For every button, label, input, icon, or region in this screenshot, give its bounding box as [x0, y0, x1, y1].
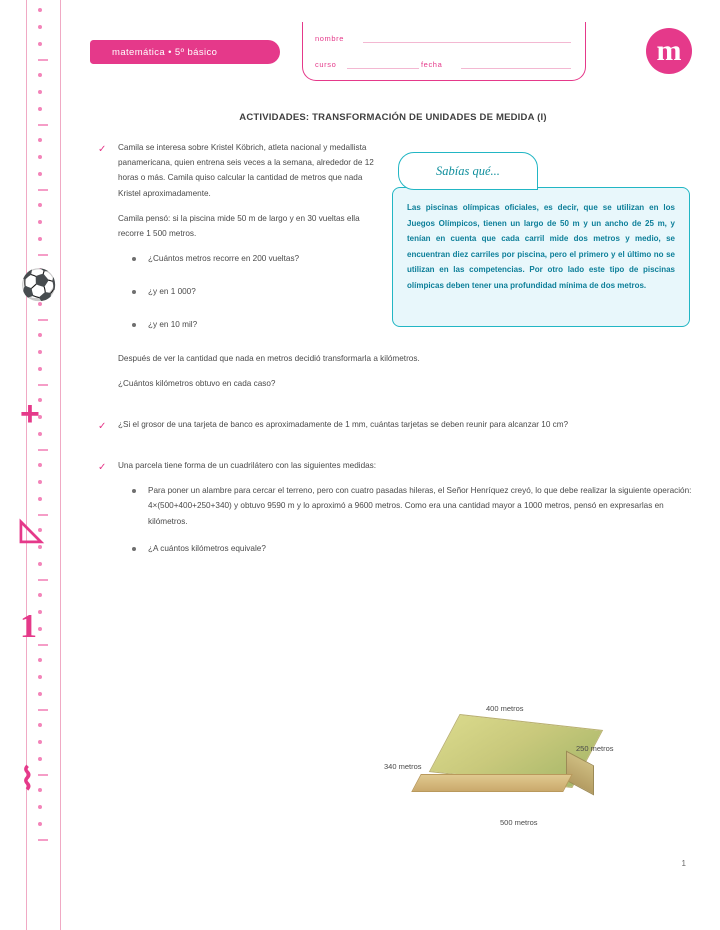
margin-dot — [38, 25, 42, 29]
margin-dot — [38, 757, 42, 761]
digit-one-icon: 1 — [20, 608, 37, 645]
student-id-box — [302, 22, 586, 81]
margin-dot — [38, 480, 42, 484]
list-item: ¿y en 1 000? — [118, 284, 698, 299]
margin-dot — [38, 107, 42, 111]
margin-dot — [38, 740, 42, 744]
margin-dot — [38, 788, 42, 792]
item1-paragraph-3: Después de ver la cantidad que nada en metros decidió transformarla a kilómetros. — [118, 353, 420, 363]
triangle-ruler-icon: ◺ — [20, 513, 44, 546]
margin-dot — [38, 644, 48, 646]
page-title: ACTIVIDADES: TRANSFORMACIÓN DE UNIDADES DE MEDIDA (I) — [239, 112, 547, 123]
course-rule — [347, 68, 419, 69]
margin-dot — [38, 774, 48, 776]
margin-dot — [38, 658, 42, 662]
compass-icon: ⌇ — [20, 763, 35, 796]
list-item: ¿y en 10 mil? — [118, 317, 698, 332]
margin-dot — [38, 220, 42, 224]
item1-paragraph-4: ¿Cuántos kilómetros obtuvo en cada caso? — [118, 378, 276, 388]
margin-dot — [38, 59, 48, 61]
exercise-content — [96, 140, 698, 568]
margin-dot — [38, 73, 42, 77]
margin-dot — [38, 579, 48, 581]
name-label: nombre — [315, 34, 345, 43]
margin-dot — [38, 593, 42, 597]
date-rule — [461, 68, 571, 69]
figure-label-left: 340 metros — [384, 762, 422, 771]
checkmark-icon: ✓ — [98, 420, 107, 432]
margin-dot — [38, 319, 48, 321]
margin-dot — [38, 42, 42, 46]
notebook-margin-rail — [0, 0, 72, 930]
plus-icon: + — [20, 395, 40, 433]
soccer-ball-icon: ⚽ — [20, 269, 58, 302]
margin-dot — [38, 497, 42, 501]
margin-dot — [38, 350, 42, 354]
margin-dot — [38, 463, 42, 467]
exercise-item-3 — [96, 458, 698, 556]
margin-dot — [38, 138, 42, 142]
date-label: fecha — [421, 60, 443, 69]
margin-dot — [38, 155, 42, 159]
margin-dot — [38, 562, 42, 566]
margin-dot — [38, 189, 48, 191]
checkmark-icon: ✓ — [98, 144, 107, 155]
item2-text: ¿Si el grosor de una tarjeta de banco es aproximadamente de 1 mm, cuántas tarjetas se deben reunir para alcanzar 10 cm? — [118, 419, 569, 429]
callout-tab-label: Sabías qué... — [398, 152, 538, 190]
margin-dot — [38, 237, 42, 241]
page-header — [90, 22, 700, 92]
margin-dot — [38, 627, 42, 631]
margin-dot — [38, 449, 48, 451]
list-item: ¿Cuántos metros recorre en 200 vueltas? — [118, 251, 698, 266]
margin-dot — [38, 8, 42, 12]
margin-dot — [38, 384, 48, 386]
parcel-diagram — [380, 700, 660, 840]
margin-dot — [38, 367, 42, 371]
margin-dot — [38, 822, 42, 826]
parcel-front-face — [411, 774, 573, 792]
margin-dot — [38, 805, 42, 809]
item1-paragraph-1: Camila se interesa sobre Kristel Köbrich, atleta nacional y medallista panamericana, quien entrena seis veces a la semana, alrededor de 12 horas o más. Camila quiso calcular la cantidad de metros que nada Kristel aproximadamente. — [118, 143, 374, 198]
exercise-item-2 — [96, 417, 698, 432]
margin-dot — [38, 203, 42, 207]
parcel-side-face — [566, 751, 594, 796]
name-rule — [363, 42, 571, 43]
list-item: Para poner un alambre para cercar el terreno, pero con cuatro pasadas hileras, el Señor Henríquez creyó, lo que debe realizar la siguiente operación: 4×(500+400+250+340) y obtuvo 9590 m y lo aproximó a 9600 metros. Como era una cantidad mayor a 1000 metros, pensó en expresarlas en kilómetros. — [118, 483, 698, 529]
margin-dot — [38, 610, 42, 614]
brand-logo: m — [646, 28, 692, 74]
figure-label-top: 400 metros — [486, 704, 524, 713]
figure-label-bottom: 500 metros — [500, 818, 538, 827]
checkmark-icon: ✓ — [98, 462, 107, 474]
margin-dot — [38, 709, 48, 711]
margin-dot — [38, 172, 42, 176]
course-label: curso — [315, 60, 337, 69]
margin-dot — [38, 333, 42, 337]
margin-dot — [38, 254, 48, 256]
margin-dot — [38, 90, 42, 94]
list-item: ¿A cuántos kilómetros equivale? — [118, 541, 698, 556]
margin-dot — [38, 723, 42, 727]
figure-label-right: 250 metros — [576, 744, 614, 753]
item1-paragraph-2: Camila pensó: si la piscina mide 50 m de largo y en 30 vueltas ella recorre 1 500 metros. — [118, 213, 360, 238]
item3-text: Una parcela tiene forma de un cuadrilátero con las siguientes medidas: — [118, 461, 377, 471]
margin-dot — [38, 692, 42, 696]
margin-dot — [38, 675, 42, 679]
item3-bullet-list — [118, 483, 698, 556]
margin-line-inner — [60, 0, 61, 930]
subject-badge: matemática • 5º básico — [90, 40, 280, 64]
margin-dot — [38, 839, 48, 841]
margin-dot-column — [38, 8, 50, 930]
exercise-item-1 — [96, 140, 698, 391]
item1-question-list — [118, 251, 698, 333]
callout-body-text: Las piscinas olímpicas oficiales, es decir, que se utilizan en los Juegos Olímpicos, tienen un largo de 50 m y un ancho de 25 m, y tenían en cuenta que cada carril mide dos metros y medio, se encuentran diez carriles por piscina, pero el primero y el último no se utilizan en las competencias. Por otro lado este tipo de piscinas olímpicas deben tener una profundidad mínima de dos metros. — [392, 187, 690, 327]
margin-dot — [38, 124, 48, 126]
page-number: 1 — [681, 859, 686, 868]
